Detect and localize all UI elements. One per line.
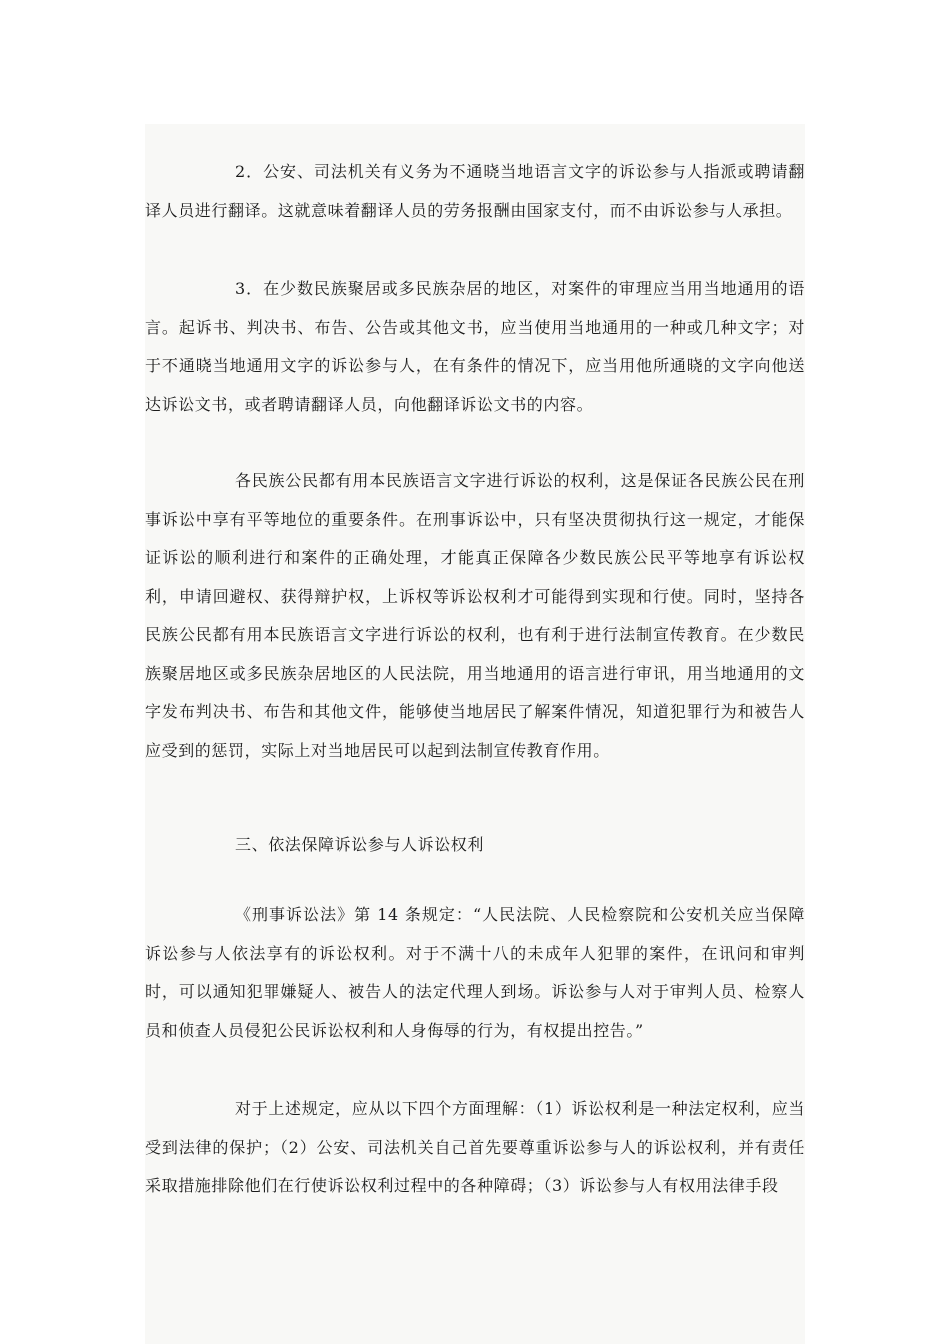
document-page: [145, 124, 805, 1344]
paragraph-article-14: 《刑事诉讼法》第 14 条规定：“人民法院、人民检察院和公安机关应当保障诉讼参与人依法享有的诉讼权利。对于不满十八的未成年人犯罪的案件，在讯问和审判时，可以通知犯罪嫌疑人、被告人的法定代理人到场。诉讼参与人对于审判人员、检察人员和侦查人员侵犯公民诉讼权利和人身侮辱的行为，有权提出控告。”: [145, 905, 805, 1040]
paragraph-translation-duty: 2．公安、司法机关有义务为不通晓当地语言文字的诉讼参与人指派或聘请翻译人员进行翻译。这就意味着翻译人员的劳务报酬由国家支付，而不由诉讼参与人承担。: [145, 162, 805, 220]
paragraph-minority-language-trial: 3．在少数民族聚居或多民族杂居的地区，对案件的审理应当用当地通用的语言。起诉书、判决书、布告、公告或其他文书，应当使用当地通用的一种或几种文字；对于不通晓当地通用文字的诉讼参与人，在有条件的情况下，应当用他所通晓的文字向他送达诉讼文书，或者聘请翻译人员，向他翻译诉讼文书的内容。: [145, 279, 805, 414]
paragraph-equal-language-rights: 各民族公民都有用本民族语言文字进行诉讼的权利，这是保证各民族公民在刑事诉讼中享有平等地位的重要条件。在刑事诉讼中，只有坚决贯彻执行这一规定，才能保证诉讼的顺利进行和案件的正确处理，才能真正保障各少数民族公民平等地享有诉讼权利，申请回避权、获得辩护权，上诉权等诉讼权利才可能得到实现和行使。同时，坚持各民族公民都有用本民族语言文字进行诉讼的权利，也有利于进行法制宣传教育。在少数民族聚居地区或多民族杂居地区的人民法院，用当地通用的语言进行审讯，用当地通用的文字发布判决书、布告和其他文件，能够使当地居民了解案件情况，知道犯罪行为和被告人应受到的惩罚，实际上对当地居民可以起到法制宣传教育作用。: [145, 471, 805, 760]
paragraph-four-aspects: 对于上述规定，应从以下四个方面理解：（1）诉讼权利是一种法定权利，应当受到法律的保护；（2）公安、司法机关自己首先要尊重诉讼参与人的诉讼权利，并有责任采取措施排除他们在行使诉讼权利过程中的各种障碍；（3）诉讼参与人有权用法律手段: [145, 1099, 805, 1195]
section-heading: 三、依法保障诉讼参与人诉讼权利: [235, 835, 485, 854]
